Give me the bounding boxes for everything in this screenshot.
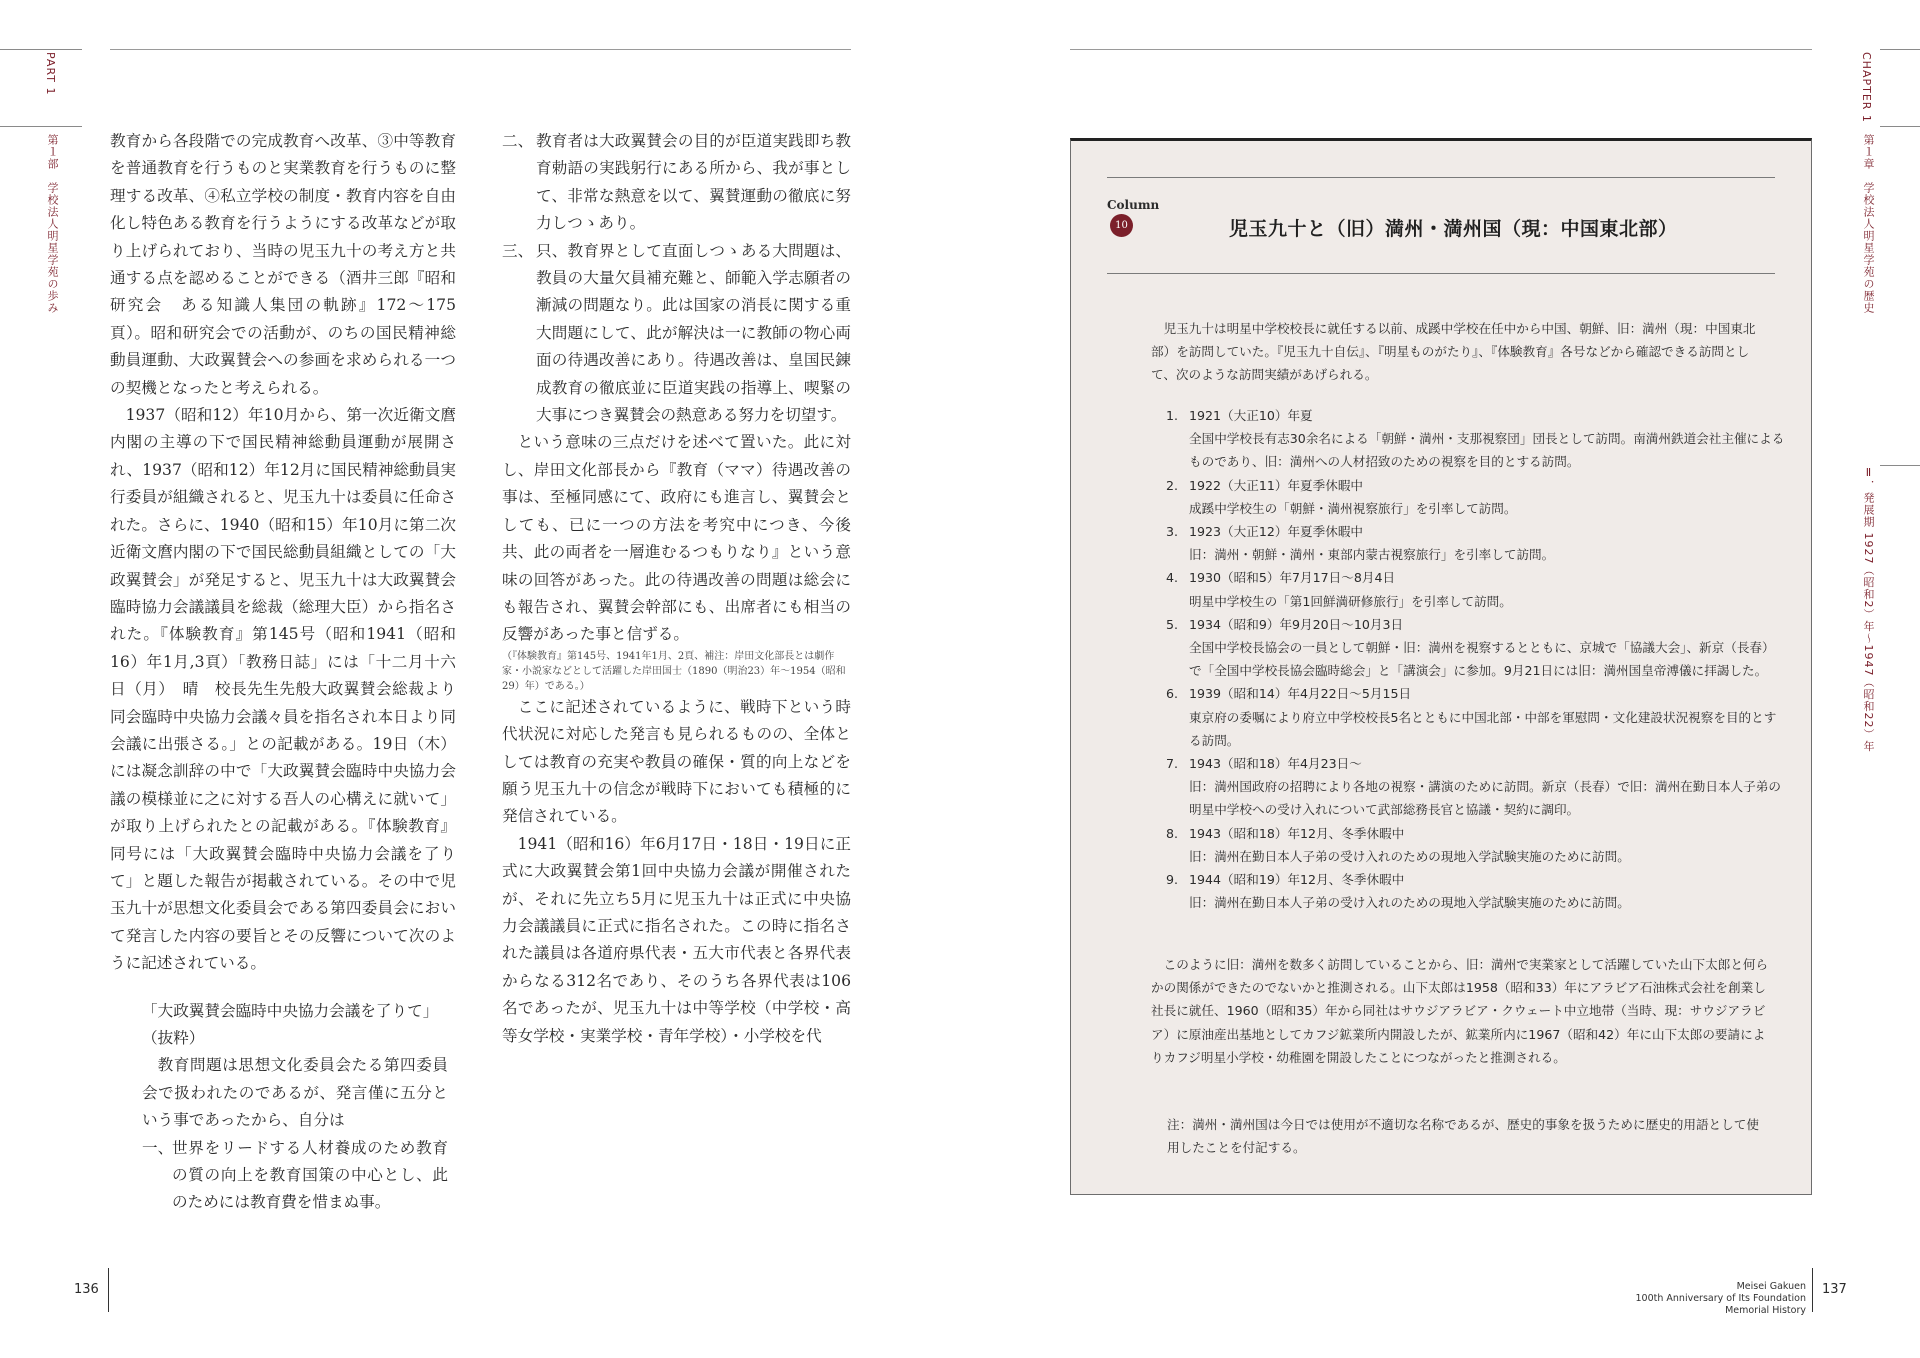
quote-item-text: 世界をリードする人材養成のため教育の質の向上を教育国策の中心とし、此のためには教育費を惜まぬ事。 xyxy=(172,1138,448,1212)
column-conclusion-text: このように旧：満州を数多く訪問していることから、旧：満州で実業家として活躍していた山下太郎と何らかの関係ができたのでないかと推測される。山下太郎は1958（昭和33）年にアラビア石油株式会社を創業し社長に就任、1960（昭和35）年から同社はサウジアラビア・クウェート中立地帯（当時、現：サウジアラビア）に原油産出基地としてカフジ鉱業所内開設したが、鉱業所内に1967（昭和42）年に山下太郎の要請によりカフジ明星小学校・幼稚園を開設したことにつながったと推測される。 xyxy=(1151,957,1769,1065)
visit-number: 5. xyxy=(1166,616,1179,632)
visit-date: 1939（昭和14）年4月22日～5月15日 xyxy=(1189,686,1412,702)
visit-number: 1. xyxy=(1166,408,1179,423)
quote-intro: 教育問題は思想文化委員会たる第四委員会で扱われたのであるが、発言僅に五分という事であったから、自分は xyxy=(142,1056,448,1130)
visit-date: 1934（昭和9）年9月20日～10月3日 xyxy=(1189,616,1404,632)
quote-item-number: 三、 xyxy=(502,241,534,260)
quote-item xyxy=(142,1135,448,1217)
paragraph: 教育から各段階での完成教育へ改革、③中等教育を普通教育を行うものと実業教育を行うものに整理する改革、④私立学校の制度・教育内容を自由化し特色ある教育を行うようにする改革などが取り上げられており、当時の児玉九十の考え方と共通する点を認めることができる（酒井三郎『昭和研究会 ある知識人集団の軌跡』172～175頁）。昭和研究会での活動が、のちの国民精神総動員運動、大政翼賛会への参画を求められる一つの契機となったと考えられる。 xyxy=(110,132,456,397)
visit-item xyxy=(1166,613,1786,683)
column-conclusion xyxy=(1151,953,1771,1069)
visit-item xyxy=(1166,822,1786,868)
column-title-rule xyxy=(1107,273,1775,274)
side-chapter-label-right: 第１章 学校法人明星学苑の歴史 xyxy=(1862,134,1875,314)
visit-number: 2. xyxy=(1166,477,1179,493)
visit-date: 1921（大正10）年夏 xyxy=(1189,408,1313,423)
side-tick-left-top xyxy=(0,49,82,50)
visit-description: 東京府の委嘱により府立中学校校長5名とともに中国北部・中部を軍慰問・文化建設状況視察を目的とする訪問。 xyxy=(1189,709,1777,748)
visit-description: 明星中学校生の「第1回鮮満研修旅行」を引率して訪問。 xyxy=(1189,593,1512,609)
source-caption: （『体験教育』第145号、1941年1月、2頁、補注：岸田文化部長とは劇作家・小説家などとして活躍した岸田国士（1890（明治23）年～1954（昭和29）年）である。） xyxy=(502,650,846,692)
quote-item-text: 教育者は大政翼賛会の目的が臣道実践即ち教育勅語の実践躬行にある所から、我が事として、非常な熱意を以て、翼賛運動の徹底に努力しつゝあり。 xyxy=(536,132,851,233)
visit-item xyxy=(1166,566,1786,612)
footer-divider-left xyxy=(108,1268,109,1312)
visit-description: 成蹊中学校生の「朝鮮・満州視察旅行」を引率して訪問。 xyxy=(1189,500,1517,516)
visit-description: 全国中学校長有志30余名による「朝鮮・満州・支那視察団」団長として訪問。南満州鉄道会社主催によるものであり、旧：満州への人材招致のための視察を目的とする訪問。 xyxy=(1189,431,1785,470)
side-part-label: PART 1 xyxy=(44,52,57,96)
quote-item xyxy=(502,128,851,238)
visit-date: 1923（大正12）年夏季休暇中 xyxy=(1189,524,1364,540)
visit-item xyxy=(1166,474,1786,520)
side-section-label: Ⅱ．発展期 1927（昭和2）年～1947（昭和22）年 xyxy=(1862,466,1875,753)
top-rule-right xyxy=(1070,49,1812,50)
side-tick-left-mid xyxy=(0,126,82,127)
side-chapter-en: CHAPTER 1 xyxy=(1860,52,1873,123)
visit-number: 9. xyxy=(1166,872,1179,888)
column-note xyxy=(1167,1113,1771,1159)
visit-item xyxy=(1166,520,1786,566)
visit-description: 全国中学校長協会の一員として朝鮮・旧：満州を視察するとともに、京城で「協議大会」、新京（長春）で「全国中学校長協会臨時総会」と「講演会」に参加。9月21日には旧：満州国皇帝溥儀に拝謁した。 xyxy=(1189,640,1775,679)
visit-description: 旧：満州在勤日本人子弟の受け入れのための現地入学試験実施のために訪問。 xyxy=(1189,848,1630,864)
visit-number: 6. xyxy=(1166,686,1179,702)
visit-description: 旧：満州国政府の招聘により各地の視察・講演のために訪問。新京（長春）で旧：満州在勤日本人子弟の明星中学校への受け入れについて武部総務長官と協議・契約に調印。 xyxy=(1189,779,1781,818)
visit-date: 1943（昭和18）年12月、冬季休暇中 xyxy=(1189,825,1405,841)
side-tick-right-mid xyxy=(1880,126,1920,127)
visit-item xyxy=(1166,868,1786,914)
column-top-rule xyxy=(1107,177,1775,178)
visit-number: 4. xyxy=(1166,570,1179,586)
visit-number: 8. xyxy=(1166,825,1179,841)
footer-divider-right xyxy=(1812,1268,1813,1312)
footer-line: Memorial History xyxy=(1725,1305,1806,1316)
visit-item xyxy=(1166,404,1786,474)
side-chapter-label-left: 第１部 学校法人明星学苑の歩み xyxy=(46,134,59,314)
footer-line: 100th Anniversary of Its Foundation xyxy=(1635,1293,1806,1304)
footer-line: Meisei Gakuen xyxy=(1736,1281,1806,1292)
visit-number: 7. xyxy=(1166,756,1179,772)
quote-subtitle: （抜粋） xyxy=(142,1029,205,1047)
quote-closing: という意味の三点だけを述べて置いた。此に対し、岸田文化部長から『教育（ママ）待遇改善の事は、至極同感にて、政府にも進言し、翼賛会としても、已に一つの方法を考究中につき、今後共、此の両者を一層進むるつもりなり』という意味の回答があった。此の待遇改善の問題は総会にも報告され、翼賛会幹部にも、出席者にも相当の反響があった事と信ずる。 xyxy=(502,433,851,644)
visit-description: 旧：満州・朝鮮・満州・東部内蒙古視察旅行」を引率して訪問。 xyxy=(1189,547,1555,563)
side-tick-right-top xyxy=(1880,49,1920,50)
quote-block xyxy=(110,998,456,1217)
column-number-badge: 10 xyxy=(1110,214,1133,237)
column-note-text: 注：満州・満州国は今日では使用が不適切な名称であるが、歴史的事象を扱うために歴史的用語として使用したことを付記する。 xyxy=(1167,1117,1759,1156)
paragraph: 1937（昭和12）年10月から、第一次近衛文麿内閣の主導の下で国民精神総動員運動が展開され、1937（昭和12）年12月に国民精神総動員実行委員が組織されると、児玉九十は委員に任命された。さらに、1940（昭和15）年10月に第二次近衛文麿内閣の下で国民総動員組織としての「大政翼賛会」が発足すると、児玉九十は大政翼賛会臨時協力会議議員を総裁（総理大臣）から指名された。『体験教育』第145号（昭和1941（昭和16）年1月,3頁）「教務日誌」には「十二月十六日（月） 晴 校長先生先般大政翼賛会総裁より同会臨時中央協力会議々員を指名され本日より同会議に出張さる。」との記載がある。19日（木）には凝念訓辞の中で「大政翼賛会臨時中央協力会議の模様並に之に対する吾人の心構えに就いて」が取り上げられたとの記載がある。『体験教育』同号には「大政翼賛会臨時中央協力会議を了りて」と題した報告が掲載されている。その中で児玉九十が思想文化委員会である第四委員会において発言した内容の要旨とその反響について次のように記述されている。 xyxy=(110,406,456,973)
top-rule-left xyxy=(110,49,851,50)
quote-title: 「大政翼賛会臨時中央協力会議を了りて」 xyxy=(142,1001,439,1020)
column-box xyxy=(1070,138,1812,1195)
visit-item xyxy=(1166,752,1786,822)
page-number-right: 137 xyxy=(1822,1282,1847,1297)
visit-list xyxy=(1166,404,1786,914)
quote-item-text: 只、教育界として直面しつゝある大問題は、教員の大量欠員補充難と、師範入学志願者の漸減の問題なり。此は国家の消長に関する重大問題にして、此が解決は一に教師の物心両面の待遇改善にあり。待遇改善は、皇国民錬成教育の徹底並に臣道実践の指導上、喫緊の大事につき翼賛会の熱意ある努力を切望す。 xyxy=(536,241,851,425)
column-intro-text: 児玉九十は明星中学校校長に就任する以前、成蹊中学校在任中から中国、朝鮮、旧：満州（現：中国東北部）を訪問していた。『児玉九十自伝』、『明星ものがたり』、『体験教育』各号などから確認できる訪問として、次のような訪問実績があげられる。 xyxy=(1151,321,1756,383)
visit-description: 旧：満州在勤日本人子弟の受け入れのための現地入学試験実施のために訪問。 xyxy=(1189,895,1630,911)
paragraph: ここに記述されているように、戦時下という時代状況に対応した発言も見られるものの、全体としては教育の充実や教員の確保・質的向上などを願う児玉九十の信念が戦時下においても積極的に発信されている。 xyxy=(502,697,851,826)
column-intro xyxy=(1151,317,1771,387)
visit-item xyxy=(1166,682,1786,752)
visit-date: 1922（大正11）年夏季休暇中 xyxy=(1189,477,1364,493)
body-column-2 xyxy=(502,128,851,1050)
visit-date: 1944（昭和19）年12月、冬季休暇中 xyxy=(1189,872,1405,888)
page-number-left: 136 xyxy=(74,1282,99,1297)
quote-item xyxy=(502,238,851,430)
visit-date: 1930（昭和5）年7月17日～8月4日 xyxy=(1189,570,1396,586)
visit-date: 1943（昭和18）年4月23日～ xyxy=(1189,756,1362,772)
column-label: Column xyxy=(1107,198,1160,212)
quote-item-number: 一、 xyxy=(142,1138,174,1157)
paragraph: 1941（昭和16）年6月17日・18日・19日に正式に大政翼賛会第1回中央協力会議が開催されたが、それに先立ち5月に児玉九十は正式に中央協力会議議員に正式に指名された。この時に指名された議員は各道府県代表・五大市代表と各界代表からなる312名であり、そのうち各界代表は106名であったが、児玉九十は中等学校（中学校・高等女学校・実業学校・青年学校）・小学校を代 xyxy=(502,834,851,1045)
visit-number: 3. xyxy=(1166,524,1179,540)
body-column-1 xyxy=(110,128,456,1217)
column-title: 児玉九十と（旧）満州・満州国（現：中国東北部） xyxy=(1229,218,1678,240)
quote-item-number: 二、 xyxy=(502,132,534,150)
footer-publication xyxy=(1636,1281,1806,1317)
side-tick-right-section xyxy=(1880,465,1920,466)
